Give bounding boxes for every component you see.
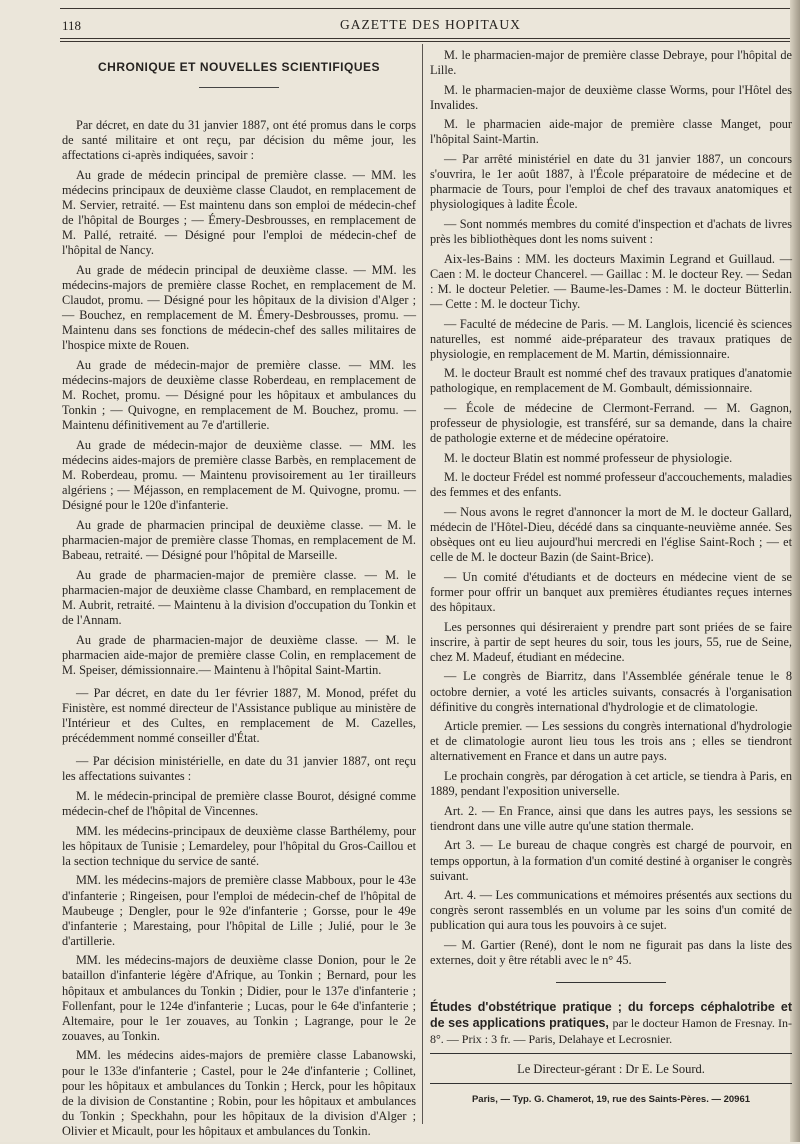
paragraph: Art 3. — Le bureau de chaque congrès est chargé de pourvoir, en temps opportun, à la formation d'un comité destiné à organiser le congrès suivant. [430, 838, 792, 883]
paragraph: — M. Gartier (René), dont le nom ne figurait pas dans la liste des externes, doit y être rétabli avec le n° 45. [430, 937, 792, 968]
paragraph: Aix-les-Bains : MM. les docteurs Maximin Legrand et Guillaud. — Caen : M. le docteur Chancerel. — Gaillac : M. le docteur Rey. — Sedan : M. le docteur Peletier. — Baume-les-Dames : M. le docteur Bütterlin. — Cette : M. le docteur Tichy. [430, 251, 792, 311]
paragraph: M. le docteur Frédel est nommé professeur d'accouchements, maladies des femmes et des enfants. [430, 470, 792, 500]
paragraph: Au grade de pharmacien-major de première classe. — M. le pharmacien-major de deuxième classe Chambard, en remplacement de M. Aubrit, retraité. — Maintenu à la division d'occupation du Tonkin et de l'Annam. [62, 567, 416, 627]
paragraph: — Nous avons le regret d'annoncer la mort de M. le docteur Gallard, médecin de l'Hôtel-Dieu, décédé dans sa cinquante-neuvième année. Ses obsèques ont eu lieu aujourd'hui mercredi en l'église Saint-Roch ; — et celle de M. le docteur Bazin (de Saint-Brice). [430, 505, 792, 565]
header-rule [60, 38, 790, 39]
book-notice [430, 999, 792, 1047]
paragraph: — Faculté de médecine de Paris. — M. Langlois, licencié ès sciences naturelles, est nommé aide-préparateur des travaux pratiques de physiologie, en remplacement de M. Martin, démissionnaire. [430, 316, 792, 361]
book-details: par le docteur Hamon de Fresnay. In-8°. — Prix : 3 fr. — Paris, Delahaye et Lecrosnier. [430, 1016, 792, 1047]
paragraph: M. le pharmacien-major de première classe Debraye, pour l'hôpital de Lille. [430, 48, 792, 78]
paragraph: Au grade de médecin-major de première classe. — MM. les médecins-majors de deuxième classe Roberdeau, en remplacement de M. Rochet, promu. — Désigné pour les hôpitaux et ambulances du Tonkin ; — Quivogne, en remplacement de M. Bouchez, promu. — Maintenu définitivement au 7e d'artillerie. [62, 358, 416, 433]
paragraph: M. le pharmacien aide-major de première classe Manget, pour l'hôpital Saint-Martin. [430, 117, 792, 147]
paragraph: — Un comité d'étudiants et de docteurs en médecine vient de se former pour offrir un banquet aux premières étudiantes reçues internes des hôpitaux. [430, 569, 792, 615]
paragraph: — Le congrès de Biarritz, dans l'Assemblée générale tenue le 8 octobre dernier, a voté les articles suivants, consacrés à l'organisation définitive du congrès international d'hydrologie et de climatologie. [430, 669, 792, 714]
paragraph: Au grade de médecin principal de deuxième classe. — MM. les médecins-majors de première classe Rochet, en remplacement de M. Claudot, promu. — Désigné pour les hôpitaux de la division d'Alger ; — Bouchez, en remplacement de M. Émery-Desbrousses, promu. — Maintenu dans ses fonctions de médecin-chef des salles militaires de l'hospice mixte de Rouen. [62, 262, 416, 353]
paragraph: — Par décision ministérielle, en date du 31 janvier 1887, ont reçu les affectations suivantes : [62, 754, 416, 784]
paragraph: Au grade de médecin-major de deuxième classe. — MM. les médecins aides-majors de première classe Barbès, en remplacement de M. Roberdeau, promu. — Maintenu provisoirement au 1er tirailleurs algériens ; — Méjasson, en remplacement de M. Quivogne, promu. — Désigné pour le 120e d'infanterie. [62, 437, 416, 513]
book-title: Études d'obstétrique pratique ; du forceps céphalotribe et de ses applications pratiques, [430, 1000, 792, 1031]
paragraph: M. le docteur Blatin est nommé professeur de physiologie. [444, 450, 733, 465]
paragraph: Par décret, en date du 31 janvier 1887, ont été promus dans le corps de santé militaire et ont reçu, par décision du même jour, les affectations ci-après indiquées, savoir : [62, 118, 416, 163]
paragraph: Article premier. — Les sessions du congrès international d'hydrologie et de climatologie auront lieu tous les trois ans ; elles se tiendront alternativement en France et dans un autre pays. [430, 719, 792, 764]
paragraph: Les personnes qui désireraient y prendre part sont priées de se faire inscrire, à partir de sept heures du soir, tous les jours, 55, rue de Seine, chez M. Madeuf, étudiant en médecine. [430, 619, 792, 664]
top-rule [60, 8, 790, 9]
ornament-rule [556, 982, 666, 983]
printer-line: Paris, — Typ. G. Chamerot, 19, rue des Saints-Pères. — 20961 [471, 1094, 751, 1106]
paragraph: Au grade de pharmacien-major de deuxième classe. — M. le pharmacien aide-major de première classe Colin, en remplacement de M. Speiser, démissionnaire.— Maintenu à l'hôpital Saint-Martin. [62, 632, 416, 677]
paragraph: — Sont nommés membres du comité d'inspection et d'achats de livres près les bibliothèques dont les noms suivent : [430, 216, 792, 247]
paragraph: Au grade de médecin principal de première classe. — MM. les médecins principaux de deuxième classe Claudot, en remplacement de M. Servier, retraité. — Est maintenu dans son emploi de médecin-chef de l'hôpital de Bourges ; — Émery-Desbrousses, en remplacement de M. Pallé, retraité. — Désigné pour l'emploi de médecin-chef de l'hôpital de Nancy. [62, 167, 416, 258]
header-rule-double [60, 41, 790, 42]
paragraph: MM. les médecins-principaux de deuxième classe Barthélemy, pour les hôpitaux de Tunisie ; Lemardeley, pour l'hôpital du Gros-Caillou et la section technique du service de santé. [62, 823, 416, 868]
paragraph: M. le docteur Brault est nommé chef des travaux pratiques d'anatomie pathologique, en remplacement de M. Gombault, démissionnaire. [430, 366, 792, 396]
footer-rule [430, 1083, 792, 1084]
paragraph: M. le pharmacien-major de deuxième classe Worms, pour l'Hôtel des Invalides. [430, 82, 792, 112]
running-title: GAZETTE DES HOPITAUX [340, 17, 521, 32]
director-manager: Le Directeur-gérant : Dr E. Le Sourd. [517, 1062, 705, 1077]
right-column [430, 48, 792, 1112]
paragraph: Art. 2. — En France, ainsi que dans les autres pays, les sessions se tiendront dans une ville autre qu'une station thermale. [430, 803, 792, 833]
heading-rule [199, 87, 279, 88]
paragraph: — Par arrêté ministériel en date du 31 janvier 1887, un concours s'ouvrira, le 1er août 1887, à l'École préparatoire de médecine et de pharmacie de Tours, pour l'emploi de chef des travaux anatomiques et physiologiques à ladite École. [430, 152, 792, 212]
left-column [62, 58, 416, 1144]
paragraph: M. le médecin-principal de première classe Bourot, désigné comme médecin-chef de l'hôpital de Vincennes. [62, 788, 416, 819]
paragraph: MM. les médecins-majors de première classe Mabboux, pour le 43e d'infanterie ; Ringeisen, pour l'emploi de médecin-chef de l'hôpital de Maubeuge ; Dengler, pour le 92e d'infanterie ; Gorsse, pour le 49e d'infanterie ; Marestaing, pour l'hôpital de Lille ; Julié, pour le 3e d'artillerie. [62, 873, 416, 948]
paragraph: — École de médecine de Clermont-Ferrand. — M. Gagnon, professeur de physiologie, est transféré, sur sa demande, dans la chaire de pathologie externe et de médecine opératoire. [430, 400, 792, 446]
paragraph: Le prochain congrès, par dérogation à cet article, se tiendra à Paris, en 1889, pendant l'exposition universelle. [430, 769, 792, 799]
page-number: 118 [62, 18, 82, 33]
paragraph: Art. 4. — Les communications et mémoires présentés aux sections du congrès seront rassemblés en un volume par les soins d'un comité de publication qui aura tous les pouvoirs à ce sujet. [430, 888, 792, 933]
paragraph: MM. les médecins-majors de deuxième classe Donion, pour le 2e bataillon d'infanterie légère d'Afrique, au Tonkin ; Bernard, pour les hôpitaux et ambulances du Tonkin ; Didier, pour le 137e d'infanterie ; Follenfant, pour le 124e d'infanterie ; Lucas, pour le 64e d'infanterie ; Altemaire, pour le 1er zouaves, au Tonkin ; Lagrange, pour le 2e zouaves, au Tonkin. [62, 953, 416, 1043]
section-heading: CHRONIQUE ET NOUVELLES SCIENTIFIQUES [97, 60, 381, 74]
column-divider [422, 44, 423, 1124]
paragraph: — Par décret, en date du 1er février 1887, M. Monod, préfet du Finistère, est nommé directeur de l'Assistance publique au ministère de l'Intérieur et des Cultes, en remplacement de M. Cazelles, précédemment nommé conseiller d'État. [62, 685, 416, 746]
paragraph: Au grade de pharmacien principal de deuxième classe. — M. le pharmacien-major de première classe Thomas, en remplacement de M. Babeau, retraité. — Désigné pour l'hôpital de Marseille. [62, 517, 416, 563]
paragraph: MM. les médecins aides-majors de première classe Labanowski, pour le 133e d'infanterie ; Castel, pour le 24e d'infanterie ; Collinet, pour les hôpitaux et ambulances du Tonkin ; Herck, pour les hôpitaux de la division de Constantine ; Robin, pour les hôpitaux et ambulances du Tonkin ; Speckhahn, pour les hôpitaux de la division d'Alger ; Olivier et Micault, pour les hôpitaux et ambulances du Tonkin. [62, 1048, 416, 1138]
notice-rule [430, 1053, 792, 1054]
